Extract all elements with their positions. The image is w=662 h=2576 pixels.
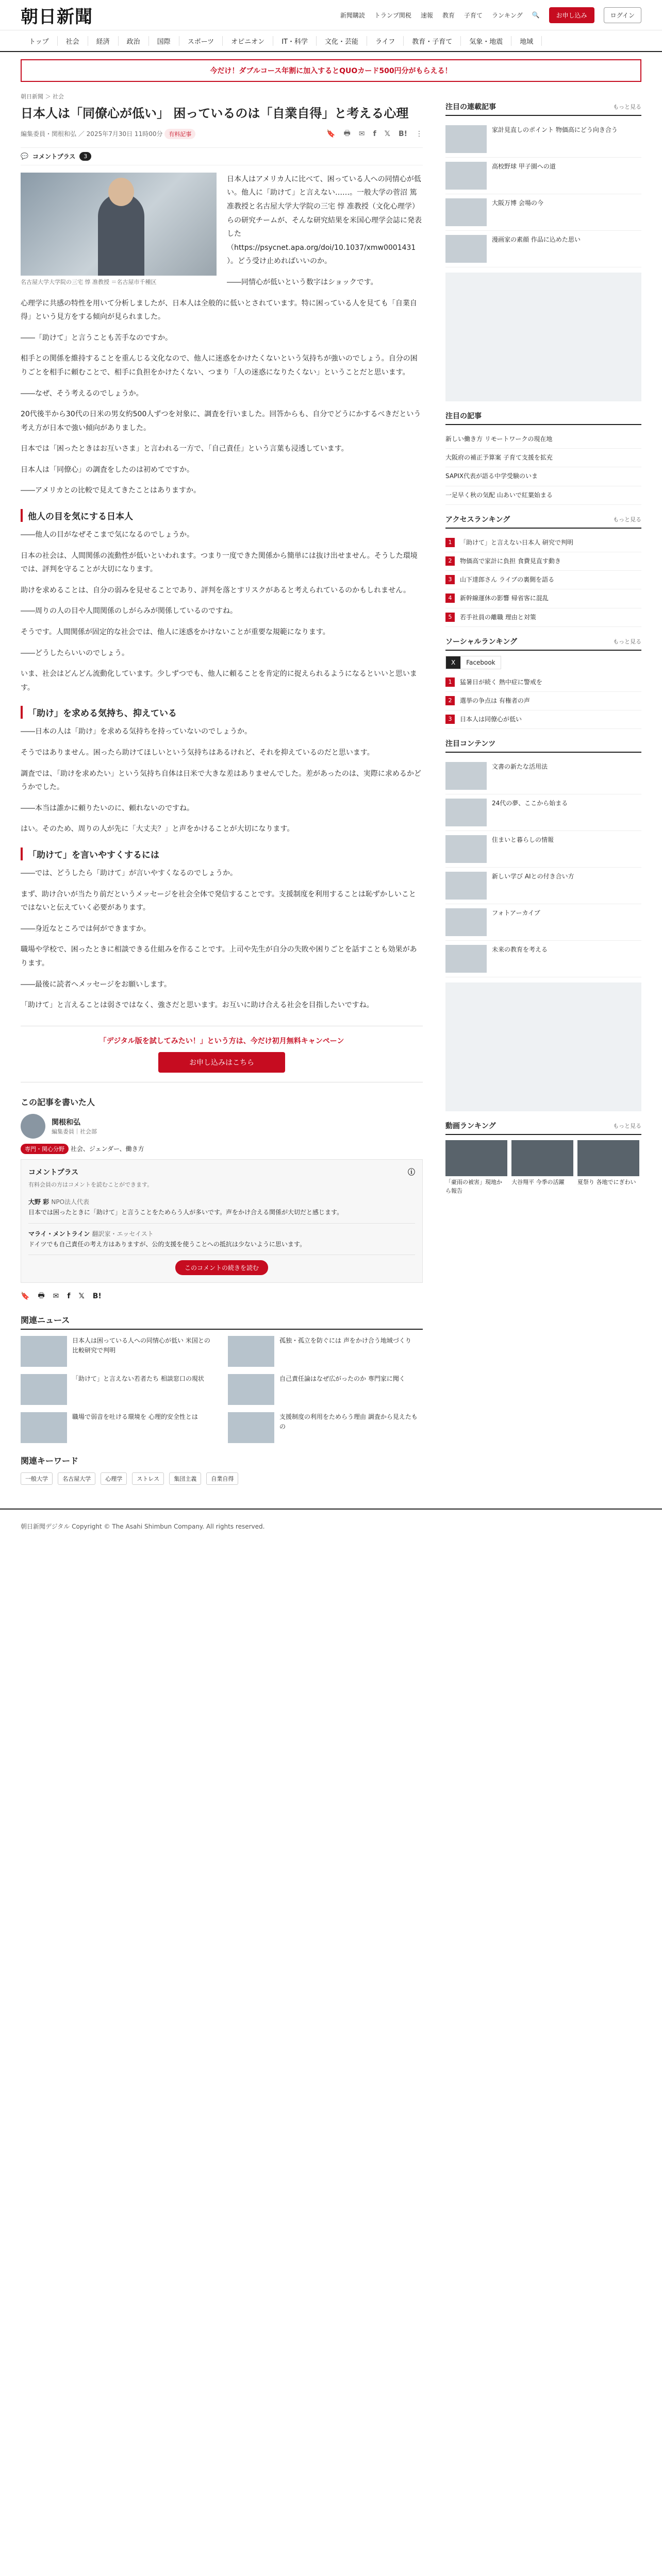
topics-label: 専門・関心分野	[21, 1144, 69, 1154]
article-title: 日本人は「同僚心が低い」 困っているのは「自業自得」と考える心理	[21, 106, 409, 121]
photo-caption: 名古屋大学大学院の三宅 惇 准教授 ＝名古屋市千種区	[21, 278, 157, 285]
ranking-item[interactable]	[445, 552, 641, 571]
related-thumbnail	[228, 1412, 274, 1443]
featured-item[interactable]	[445, 868, 641, 904]
bookmark-icon[interactable]: 🔖	[21, 1292, 30, 1301]
sidebar-thumbnail	[445, 835, 487, 863]
video-thumbnail	[511, 1140, 573, 1176]
site-header	[0, 0, 662, 30]
featured-title: 新しい学び AIとの付き合い方	[492, 873, 574, 880]
article-figure	[21, 173, 217, 287]
tab-x[interactable]: X	[445, 656, 460, 669]
sidebar-thumbnail	[445, 125, 487, 153]
header-link[interactable]: 教育	[442, 11, 455, 19]
ranking-title: 物価高で家計に負担 食費見直す動き	[460, 557, 561, 565]
nav-item[interactable]: 国際	[149, 36, 179, 46]
sidebar-section-header	[445, 514, 641, 529]
nav-item[interactable]: 社会	[58, 36, 88, 46]
article-body	[21, 173, 423, 1012]
ranking-item[interactable]	[445, 589, 641, 608]
ranking-title: 山下達郎さん ライブの裏側を語る	[460, 576, 555, 584]
related-item[interactable]	[21, 1336, 216, 1367]
search-icon[interactable]: 🔍	[532, 11, 540, 19]
sidebar-article-title: 家計見直しのポイント 物価高にどう向き合う	[492, 126, 618, 133]
ranking-title: 若手社員の離職 理由と対策	[460, 613, 536, 621]
video-card[interactable]	[445, 1140, 507, 1195]
sidebar-section-header	[445, 636, 641, 651]
nav-item[interactable]: ライフ	[367, 36, 404, 46]
featured-title: 24代の夢、ここから始まる	[492, 800, 568, 807]
tab-facebook[interactable]: Facebook	[460, 656, 501, 669]
commenter-name[interactable]: マライ・メントライン	[28, 1230, 90, 1238]
nav-item[interactable]: スポーツ	[179, 36, 223, 46]
paragraph: ――他人の目がなぜそこまで気になるのでしょうか。	[21, 531, 194, 539]
comments-heading: コメントプラス	[28, 1168, 79, 1177]
related-heading: 関連ニュース	[21, 1314, 423, 1330]
comment-plus-section	[21, 1159, 423, 1283]
related-title: 職場で弱音を吐ける環境を 心理的安全性とは	[72, 1413, 198, 1421]
paragraph: 日本では「困ったときはお互いさま」と言われる一方で、「自己責任」という言葉も浸透しています。	[21, 445, 349, 453]
header-links	[340, 7, 641, 23]
related-title: 孤独・孤立を防ぐには 声をかけ合う地域づくり	[279, 1337, 411, 1345]
ranking-item[interactable]	[445, 673, 641, 692]
comment-plus-label: コメントプラス	[32, 152, 76, 160]
sidebar-article[interactable]	[445, 121, 641, 158]
sidebar-article-title: 漫画家の素顔 作品に込めた思い	[492, 236, 581, 243]
comment-count: 3	[79, 152, 91, 161]
related-item[interactable]	[21, 1374, 216, 1405]
author-heading: この記事を書いた人	[21, 1097, 95, 1107]
sidebar-ad[interactable]	[445, 982, 641, 1111]
related-item[interactable]	[228, 1374, 423, 1405]
paragraph: ――なぜ、そう考えるのでしょうか。	[21, 389, 143, 398]
sidebar-article[interactable]	[445, 231, 641, 267]
keyword-tag[interactable]: 心理学	[101, 1472, 127, 1485]
nav-item[interactable]: トップ	[21, 36, 58, 46]
sidebar-article[interactable]	[445, 467, 641, 486]
cta-text: 「デジタル版を試してみたい！」という方は、今だけ初月無料キャンペーン	[99, 1037, 344, 1045]
related-item[interactable]	[228, 1412, 423, 1443]
sidebar-heading: 動画ランキング	[445, 1122, 496, 1131]
subscribe-button[interactable]: お申し込み	[549, 7, 594, 23]
related-item[interactable]	[228, 1336, 423, 1367]
video-card[interactable]	[511, 1140, 573, 1195]
sidebar-thumbnail	[445, 872, 487, 900]
nav-item[interactable]: 文化・芸能	[317, 36, 367, 46]
x-icon[interactable]: 𝕏	[78, 1292, 85, 1301]
video-thumbnail	[445, 1140, 507, 1176]
rank-number: 5	[445, 613, 455, 622]
header-link[interactable]: トランプ関税	[374, 11, 411, 19]
rank-number: 4	[445, 594, 455, 603]
paragraph: 「助けて」と言えることは弱さではなく、強さだと思います。お互いに助け合える社会を目指したいですね。	[21, 1001, 374, 1010]
ranking-title: 「助けて」と言えない日本人 研究で判明	[460, 538, 573, 546]
sidebar-thumbnail	[445, 162, 487, 190]
x-icon[interactable]: 𝕏	[384, 129, 390, 138]
author-topics: 社会、ジェンダー、働き方	[70, 1145, 144, 1153]
ranking-item[interactable]	[445, 534, 641, 552]
sidebar-thumbnail	[445, 235, 487, 263]
paragraph: ――アメリカとの比較で見えてきたことはありますか。	[21, 486, 201, 495]
rank-number: 3	[445, 715, 455, 724]
header-link[interactable]: 子育て	[464, 11, 483, 19]
paragraph: 職場や学校で、困ったときに相談できる仕組みを作ることです。上司や先生が自分の失敗や困りごとを話すことも効果があります。	[21, 945, 417, 968]
site-logo[interactable]: 朝日新聞	[21, 6, 93, 27]
featured-title: 未来の教育を考える	[492, 946, 548, 954]
nav-item[interactable]: 経済	[88, 36, 119, 46]
paragraph: 助けを求めることは、自分の弱みを見せることであり、評判を落とすリスクがあると考えられているのかもしれません。	[21, 586, 410, 595]
subscribe-cta	[21, 1026, 423, 1082]
sidebar-section-header	[445, 411, 641, 425]
sidebar-section-header	[445, 738, 641, 753]
ranking-item[interactable]	[445, 710, 641, 729]
sidebar-section-header	[445, 101, 641, 116]
sidebar-article-title: 一足早く秋の気配 山あいで紅葉始まる	[445, 491, 553, 499]
sidebar-heading: 注目コンテンツ	[445, 740, 496, 749]
breadcrumb[interactable]: 朝日新聞 ＞ 社会	[21, 93, 64, 100]
sidebar-article[interactable]	[445, 158, 641, 194]
nav-item[interactable]: 気象・地震	[461, 36, 511, 46]
paragraph: そうではありません。困ったら助けてほしいという気持ちはあるけれど、それを抑えているのだと思います。	[21, 749, 374, 757]
paragraph: 調査では、「助けを求めたい」という気持ち自体は日米で大きな差はありませんでした。差があったのは、実際に求めるかどうかでした。	[21, 769, 421, 792]
comment-item	[28, 1192, 415, 1224]
related-title: 「助けて」と言えない若者たち 相談窓口の現状	[72, 1375, 204, 1383]
related-item[interactable]	[21, 1412, 216, 1443]
paragraph: 相手との関係を維持することを重んじる文化なので、他人に迷惑をかけたくないという気持ちが強いのでしょう。自分の困りごとを相手に頼むことで、相手に負担をかけたくない、つまり「人の迷惑になりたくない」ということだと思います。	[21, 354, 418, 377]
related-thumbnail	[228, 1336, 274, 1367]
video-carousel	[445, 1140, 641, 1195]
photo-person-head	[108, 178, 134, 206]
keyword-tag[interactable]: 一般大学	[21, 1472, 53, 1485]
rank-number: 2	[445, 556, 455, 566]
paragraph: ――どうしたらいいのでしょう。	[21, 649, 129, 657]
comment-plus-header[interactable]	[21, 147, 423, 165]
sidebar-article[interactable]	[445, 430, 641, 449]
video-title: 夏祭り 各地でにぎわい	[577, 1179, 636, 1186]
author-role: 編集委員｜社会部	[52, 1128, 97, 1135]
nav-item[interactable]: オピニオン	[223, 36, 273, 46]
sidebar-article-title: 大阪府の補正予算案 子育て支援を拡充	[445, 454, 553, 462]
share-actions	[326, 128, 423, 140]
rank-number: 3	[445, 575, 455, 584]
keyword-tag[interactable]: 集団主義	[169, 1472, 201, 1485]
rank-number: 1	[445, 677, 455, 687]
content-layout	[0, 92, 662, 1488]
paid-badge: 有料記事	[164, 129, 195, 139]
paragraph: まず、助け合いが当たり前だというメッセージを社会全体で発信することです。支援制度を利用することは恥ずかしいことではないと伝えていく必要があります。	[21, 890, 416, 912]
section-heading: 他人の目を気にする日本人	[21, 509, 423, 522]
author-section	[21, 1096, 423, 1154]
share-icon[interactable]: ⋮	[416, 129, 423, 138]
promo-banner[interactable]: 今だけ！ダブルコース年割に加入するとQUOカード500円分がもらえる！	[21, 59, 641, 82]
sidebar-article-title: 高校野球 甲子園への道	[492, 163, 556, 170]
article-photo[interactable]	[21, 173, 217, 276]
sidebar-article-title: 大阪万博 会場の今	[492, 199, 543, 207]
facebook-icon[interactable]: f	[67, 1292, 71, 1301]
hatena-icon[interactable]: B!	[398, 129, 407, 138]
keywords-section	[21, 1454, 423, 1488]
featured-item[interactable]	[445, 831, 641, 868]
print-icon[interactable]: 🖶	[38, 1292, 45, 1300]
section-heading: 「助け」を求める気持ち、抑えている	[21, 706, 423, 719]
nav-item[interactable]: 政治	[119, 36, 149, 46]
more-link[interactable]: もっと見る	[613, 1123, 641, 1130]
featured-title: 住まいと暮らしの情報	[492, 836, 554, 844]
nav-item[interactable]: IT・科学	[273, 36, 317, 46]
publish-date: 2025年7月30日 11時00分	[86, 130, 163, 138]
avatar	[21, 1114, 45, 1139]
more-link[interactable]: もっと見る	[613, 638, 641, 645]
more-link[interactable]: もっと見る	[613, 516, 641, 523]
featured-item[interactable]	[445, 941, 641, 977]
related-news	[21, 1314, 423, 1443]
rank-number: 1	[445, 538, 455, 547]
facebook-icon[interactable]: f	[373, 129, 376, 138]
paragraph: ――では、どうしたら「助けて」が言いやすくなるのでしょうか。	[21, 869, 237, 877]
paragraph: ――日本の人は「助け」を求める気持ちを持っていないのでしょうか。	[21, 727, 252, 736]
sidebar-article-title: SAPIX代表が語る中学受験のいま	[445, 472, 538, 480]
paragraph: 日本人は「同僚心」の調査をしたのは初めてですか。	[21, 465, 194, 474]
paragraph: ――身近なところでは何ができますか。	[21, 924, 151, 933]
lead-quote: ――同情心が低いという数字はショックです。	[227, 278, 378, 286]
sidebar-article[interactable]	[445, 194, 641, 231]
ranking-item[interactable]	[445, 692, 641, 710]
related-title: 日本人は困っている人への同情心が低い 米国との比較研究で判明	[72, 1337, 210, 1354]
keywords-heading: 関連キーワード	[21, 1456, 79, 1466]
site-footer	[0, 1509, 662, 1543]
commenter-role: NPO法人代表	[51, 1198, 90, 1206]
featured-item[interactable]	[445, 758, 641, 794]
print-icon[interactable]: 🖶	[343, 129, 351, 138]
bottom-share-actions	[21, 1290, 423, 1302]
more-link[interactable]: もっと見る	[613, 104, 641, 110]
social-tabs	[445, 656, 641, 669]
paragraph: ――本当は誰かに頼りたいのに、頼れないのですね。	[21, 804, 194, 812]
video-title: 「豪雨の被害」現地から報告	[445, 1179, 502, 1194]
paragraph: 20代後半から30代の日米の男女約500人ずつを対象に、調査を行いました。回答からも、自分でどうにかするべきだという考え方が日本で強い傾向がありました。	[21, 410, 421, 432]
featured-title: フォトアーカイブ	[492, 909, 540, 917]
section-heading: 「助けて」を言いやすくするには	[21, 848, 423, 860]
paragraph: いま、社会はどんどん流動化しています。少しずつでも、他人に頼ることを肯定的に捉えられるようになるといいと思います。	[21, 670, 417, 692]
paragraph: ――最後に読者へメッセージをお願いします。	[21, 980, 172, 989]
copyright: 朝日新聞デジタル Copyright © The Asahi Shimbun Company. All rights reserved.	[21, 1523, 265, 1531]
sidebar-article[interactable]	[445, 449, 641, 467]
commenter-name[interactable]: 大野 彩	[28, 1198, 49, 1206]
comment-text: ドイツでも自己責任の考え方はありますが、公的支援を使うことへの抵抗は少ないように思います。	[28, 1240, 306, 1248]
nav-item[interactable]: 地域	[511, 36, 542, 46]
header-link[interactable]: ランキング	[491, 11, 523, 19]
comments-notice: 有料会員の方はコメントを読むことができます。	[28, 1181, 153, 1188]
related-thumbnail	[21, 1412, 67, 1443]
mail-icon[interactable]: ✉	[358, 129, 365, 138]
sidebar-thumbnail	[445, 945, 487, 973]
video-thumbnail	[577, 1140, 639, 1176]
paragraph: 日本の社会は、人間関係の流動性が低いといわれます。つまり一度できた関係から簡単には抜け出せません。そうした環境では、評判を守ることが大切になります。	[21, 551, 418, 574]
related-title: 自己責任論はなぜ広がったのか 専門家に聞く	[279, 1375, 405, 1383]
article-column	[21, 92, 423, 1488]
ranking-title: 猛暑日が続く 熱中症に警戒を	[460, 678, 542, 686]
sidebar-article[interactable]	[445, 486, 641, 505]
keyword-tag[interactable]: 名古屋大学	[58, 1472, 95, 1485]
sidebar-thumbnail	[445, 762, 487, 790]
nav-item[interactable]: 教育・子育て	[404, 36, 461, 46]
related-thumbnail	[228, 1374, 274, 1405]
comment-item	[28, 1224, 415, 1256]
video-card[interactable]	[577, 1140, 639, 1195]
cta-button[interactable]: お申し込みはこちら	[158, 1052, 285, 1073]
paragraph: そうです。人間関係が固定的な社会では、他人に迷惑をかけないことが重要な規範になります。	[21, 628, 330, 637]
info-icon[interactable]: ⓘ	[408, 1168, 415, 1177]
related-thumbnail	[21, 1374, 67, 1405]
ranking-title: 選挙の争点は 有権者の声	[460, 697, 530, 704]
header-link[interactable]: 速報	[420, 11, 433, 19]
main-nav	[0, 30, 662, 52]
sidebar-ad[interactable]	[445, 273, 641, 401]
paragraph: 心理学に共感の特性を用いて分析しましたが、日本人は全般的に低いとされています。特に困っている人を見ても「自業自得」という見方をする傾向が見られました。	[21, 299, 417, 321]
ranking-item[interactable]	[445, 571, 641, 589]
lead-paragraph: 日本人はアメリカ人に比べて、困っている人への同情心が低い。他人に「助けて」と言えない……。一般大学の菅沼 篤 准教授と名古屋大学大学院の三宅 惇 准教授（文化心理学）らの研究チームが、そんな研究結果を米国心理学会誌に発表した（https://psycnet.apa.org/doi/10.1037/xmw0001431 ）。どう受け止めればいいのか。	[227, 175, 422, 266]
ranking-item[interactable]	[445, 608, 641, 627]
sidebar-thumbnail	[445, 799, 487, 826]
sidebar-thumbnail	[445, 198, 487, 226]
bookmark-icon[interactable]: 🔖	[326, 129, 336, 138]
sidebar	[445, 92, 641, 1488]
hatena-icon[interactable]: B!	[92, 1292, 102, 1301]
mail-icon[interactable]: ✉	[53, 1292, 59, 1301]
sidebar-thumbnail	[445, 908, 487, 936]
featured-item[interactable]	[445, 794, 641, 831]
sidebar-article-title: 新しい働き方 リモートワークの現在地	[445, 435, 553, 443]
ranking-title: 新幹線運休の影響 帰省客に混乱	[460, 595, 549, 602]
comment-text: 日本では困ったときに「助けて」と言うことをためらう人が多いです。声をかけ合える関係が大切だと感じます。	[28, 1209, 343, 1216]
related-thumbnail	[21, 1336, 67, 1367]
paragraph: ――「助けて」と言うことも苦手なのですか。	[21, 333, 172, 342]
rank-number: 2	[445, 696, 455, 705]
login-button[interactable]: ログイン	[604, 7, 641, 23]
related-title: 支援制度の利用をためらう理由 調査から見えたもの	[279, 1413, 418, 1431]
sidebar-heading: 注目の記事	[445, 412, 482, 420]
ranking-title: 日本人は同僚心が低い	[460, 716, 522, 723]
keyword-tag[interactable]: 自業自得	[206, 1472, 238, 1485]
paragraph: ――周りの人の目や人間関係のしがらみが関係しているのですね。	[21, 607, 237, 616]
keyword-tag[interactable]: ストレス	[132, 1472, 164, 1485]
comment-icon: 💬	[21, 152, 28, 160]
byline[interactable]: 編集委員・関根和弘	[21, 130, 77, 138]
sidebar-heading: 注目の連載記事	[445, 103, 496, 111]
sidebar-heading: ソーシャルランキング	[445, 637, 518, 646]
sidebar-heading: アクセスランキング	[445, 515, 510, 524]
sidebar-section-header	[445, 1121, 641, 1135]
author-name[interactable]: 関根和弘	[52, 1118, 80, 1127]
commenter-role: 翻訳家・エッセイスト	[92, 1230, 154, 1238]
featured-item[interactable]	[445, 904, 641, 941]
author-card[interactable]	[21, 1114, 423, 1139]
paragraph: はい。そのため、周りの人が先に「大丈夫？」と声をかけることが大切になります。	[21, 825, 294, 834]
video-title: 大谷翔平 今季の活躍	[511, 1179, 565, 1186]
read-more-comments-button[interactable]: このコメントの続きを読む	[175, 1260, 268, 1275]
header-link[interactable]: 新聞購読	[340, 11, 365, 19]
article-meta: 編集委員・関根和弘 ／ 2025年7月30日 11時00分 有料記事 🔖 🖶 ✉ f 𝕏 B! ⋮	[21, 128, 423, 140]
featured-title: 文書の新たな活用法	[492, 763, 548, 771]
